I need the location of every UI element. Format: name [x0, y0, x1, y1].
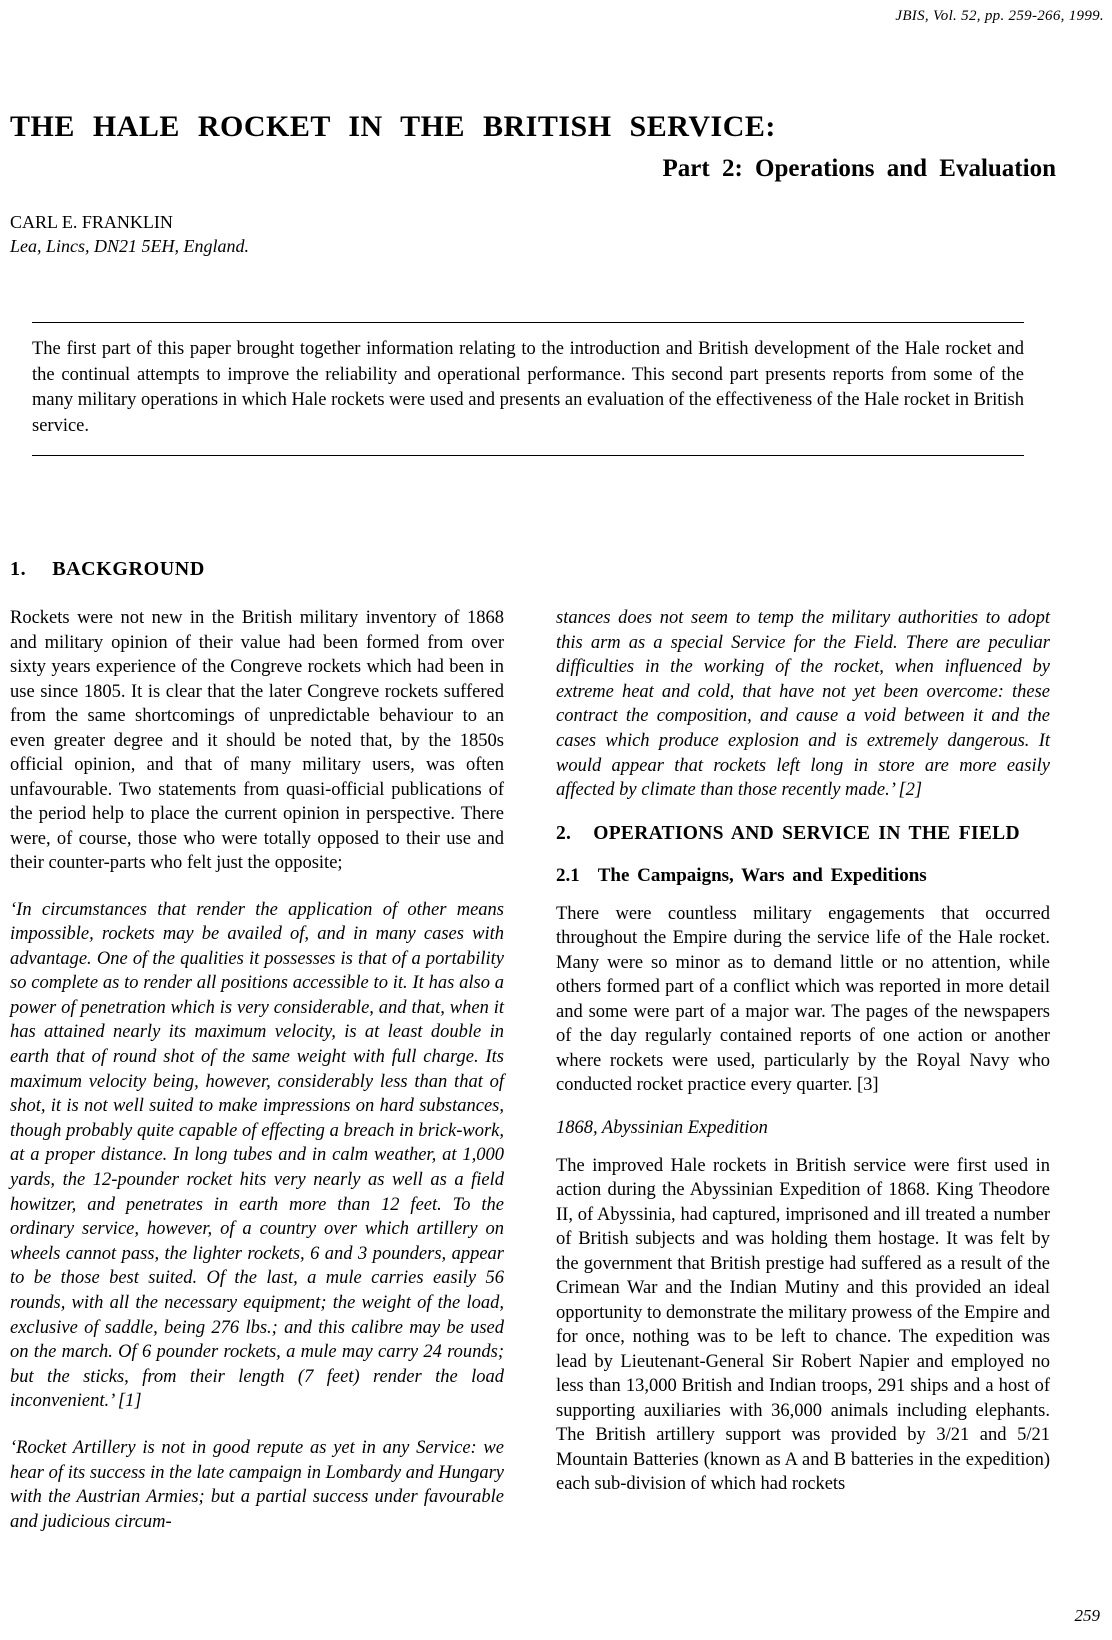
- section-label: OPERATIONS AND SERVICE IN THE FIELD: [593, 822, 1020, 844]
- paragraph-background: Rockets were not new in the British military inventory of 1868 and military opinion of their value had been formed from over sixty years experience of the Congreve rockets which had been in use since 1805. It is clear that the later Congreve rockets suffered from the same shortcomings of unpredictable behaviour to an even greater degree and it should be noted that, by the 1850s official opinion, and that of many military users, was often unfavourable. Two statements from quasi-official publications of the period help to place the current opinion in perspective. There were, of course, those who were totally opposed to their use and their counter-parts who felt just the opposite;: [10, 608, 504, 873]
- author-name: CARL E. FRANKLIN: [10, 212, 173, 232]
- left-column: [10, 606, 504, 1534]
- right-column: [556, 606, 1050, 1497]
- blockquote-two: ‘Rocket Artillery is not in good repute as yet in any Service: we hear of its success in the late campaign in Lombardy and Hungary with the Austrian Armies; but a partial success under favourable and judicious circum-: [10, 1437, 504, 1532]
- title-block: [10, 110, 1056, 183]
- journal-reference: JBIS, Vol. 52, pp. 259-266, 1999.: [895, 8, 1104, 24]
- two-column-body: [10, 606, 1056, 1546]
- paragraph-abyssinian: The improved Hale rockets in British service were first used in action during the Abyssinian Expedition of 1868. King Theodore II, of Abyssinia, had captured, imprisoned and ill treated a number of British subjects and was holding them hostage. It was felt by the government that British prestige had suffered as a result of the Crimean War and the Indian Mutiny and this provided an ideal opportunity to demonstrate the military prowess of the Empire and for once, nothing was to be left to chance. The expedition was lead by Lieutenant-General Sir Robert Napier and employed no less than 13,000 British and Indian troops, 291 ships and a host of supporting auxiliaries with 36,000 animals including elephants. The British artillery support was provided by 3/21 and 5/21 Mountain Batteries (known as A and B batteries in the expedition) each sub-division of which had rockets: [556, 1155, 1050, 1495]
- abstract-text: The first part of this paper brought together information relating to the introduction and British development of the Hale rocket and the continual attempts to improve the reliability and operational performance. This second part presents reports from some of the many military operations in which Hale rockets were used and presents an evaluation of the effectiveness of the Hale rocket in British service.: [32, 339, 1024, 436]
- paragraph-campaigns: There were countless military engagements that occurred throughout the Empire during the service life of the Hale rocket. Many were so minor as to demand little or no attention, while others formed part of a conflict which was reported in more detail and some were part of a major war. The pages of the newspapers of the day regularly contained reports of one action or another where rockets were used, particularly by the Royal Navy who conducted rocket practice every quarter. [3]: [556, 903, 1050, 1096]
- blockquote-one: ‘In circumstances that render the application of other means impossible, rockets may be availed of, and in many cases with advantage. One of the qualities it possesses is that of a portability so complete as to render all positions accessible to it. It has also a power of penetration which is very considerable, and that, when it has attained nearly its maximum velocity, is at least double in earth that of round shot of the same weight with full charge. Its maximum velocity being, however, considerably less than that of shot, it is not well suited to make impressions on hard substances, though probably quite capable of effecting a breach in brick-work, at a proper distance. In long tubes and in calm weather, at 1,000 yards, the 12-pounder rocket hits very nearly as well as a field howitzer, and penetrates in earth more than 12 feet. To the ordinary service, however, of a country over which artillery on wheels cannot pass, the lighter rockets, 6 and 3 pounders, appear to be those best suited. Of the last, a mule carries easily 56 rounds, with all the necessary equipment; the weight of the load, exclusive of saddle, being 276 lbs.; and this calibre may be used on the march. Of 6 pounder rockets, a mule may carry 24 rounds; but the sticks, from their length (7 feet) render the load inconvenient.’ [1]: [10, 899, 504, 1412]
- page-number: 259: [1074, 1606, 1100, 1625]
- section-number: 1.: [10, 558, 27, 580]
- section-heading-operations: [556, 823, 1050, 845]
- abstract-rule-top: [32, 322, 1024, 323]
- subsection-number: 2.1: [556, 864, 580, 886]
- section-number: 2.: [556, 822, 572, 844]
- blockquote-two-continued: stances does not seem to temp the military authorities to adopt this arm as a special Service for the Field. There are peculiar difficulties in the working of the rocket, when influenced by extreme heat and cold, that have not yet been overcome: these contract the composition, and cause a void between it and the cases which produce explosion and is extremely dangerous. It would appear that rockets left long in store are more easily affected by climate than those recently made.’ [2]: [556, 608, 1050, 801]
- page-subtitle: Part 2: Operations and Evaluation: [662, 154, 1056, 182]
- abstract-rule-bottom: [32, 455, 1024, 456]
- section-label: BACKGROUND: [52, 558, 205, 580]
- author-affiliation: Lea, Lincs, DN21 5EH, England.: [10, 236, 250, 257]
- abstract-block: [32, 322, 1024, 456]
- section-heading-campaigns: [556, 865, 1050, 887]
- page-title: THE HALE ROCKET IN THE BRITISH SERVICE:: [10, 110, 776, 143]
- section-heading-background: [10, 558, 205, 581]
- subsection-label: The Campaigns, Wars and Expeditions: [597, 864, 927, 886]
- author-block: [10, 210, 710, 259]
- subheading-abyssinian: 1868, Abyssinian Expedition: [556, 1117, 768, 1138]
